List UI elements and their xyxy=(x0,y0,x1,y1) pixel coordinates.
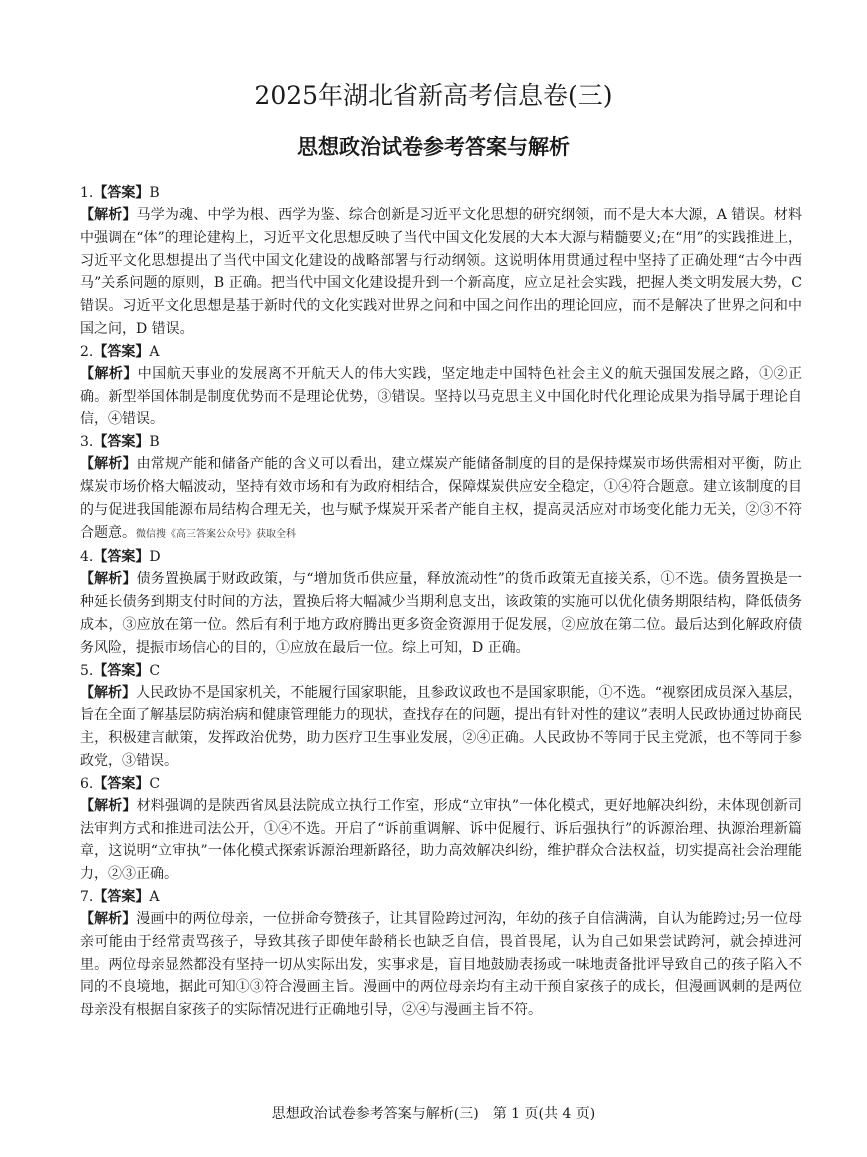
question-block xyxy=(80,182,802,341)
explanation-label: 【解析】 xyxy=(80,684,137,701)
answer-label: 【答案】 xyxy=(93,434,150,451)
answer-value: C xyxy=(149,775,161,792)
answer-line xyxy=(80,431,802,453)
explanation-label: 【解析】 xyxy=(80,910,137,927)
question-number: 3. xyxy=(80,434,94,451)
page-subtitle: 思想政治试卷参考答案与解析 xyxy=(297,135,570,159)
answer-value: B xyxy=(149,434,160,451)
question-number: 2. xyxy=(80,343,94,360)
explanation-paragraph xyxy=(80,682,802,773)
question-number: 4. xyxy=(80,549,94,566)
explanation-paragraph xyxy=(80,204,802,341)
question-number: 6. xyxy=(80,775,94,792)
question-block xyxy=(80,546,802,659)
answer-value: A xyxy=(149,343,160,360)
explanation-text: 马学为魂、中学为根、西学为鉴、综合创新是习近平文化思想的研究纲领，而不是大本大源，A 错误。材料中强调在“体”的理论建构上，习近平文化思想反映了当代中国文化发展的大本大源与精髓要义;在“用”的实践推进上，习近平文化思想提出了当代中国文化建设的战略部署与行动纲领。这说明体用贯通过程中坚持了正确处理“古今中西马”关系问题的原则，B 正确。把当代中国文化建设提升到一个新高度，应立足社会实践，把握人类文明发展大势，C 错误。习近平文化思想是基于新时代的文化实践对世界之问和中国之问作出的理论回应，而不是解决了世界之问和中国之问，D 错误。 xyxy=(80,207,803,337)
answer-label: 【答案】 xyxy=(93,888,150,905)
question-block xyxy=(80,773,802,886)
answer-label: 【答案】 xyxy=(93,549,150,566)
answer-value: A xyxy=(149,888,160,905)
explanation-label: 【解析】 xyxy=(80,365,138,382)
watermark-note: 微信搜《高三答案公众号》获取全科 xyxy=(136,528,296,540)
answer-label: 【答案】 xyxy=(93,775,150,792)
answer-value: D xyxy=(149,549,161,566)
explanation-paragraph xyxy=(80,568,802,659)
question-block xyxy=(80,660,802,773)
explanation-text: 由常规产能和储备产能的含义可以看出，建立煤炭产能储备制度的目的是保持煤炭市场供需相对平衡，防止煤炭市场价格大幅波动，坚持有效市场和有为政府相结合，保障煤炭供应安全稳定，①④符合题意。建立该制度的目的与促进我国能源布局结构合理无关，也与赋予煤炭开采者产能自主权，提高灵活应对市场变化能力无关，②③不符合题意。 xyxy=(80,456,802,541)
explanation-paragraph xyxy=(80,795,802,886)
page-footer: 思想政治试卷参考答案与解析(三) 第 1 页(共 4 页) xyxy=(271,1106,596,1122)
explanation-paragraph xyxy=(80,908,802,1022)
page-title: 2025年湖北省新高考信息卷(三) xyxy=(254,81,613,110)
explanation-text: 债务置换属于财政政策，与“增加货币供应量，释放流动性”的货币政策无直接关系，①不选。债务置换是一种延长债务到期支付时间的方法，置换后将大幅减少当期利息支出，该政策的实施可以优化债务期限结构，降低债务成本，③应放在第一位。然后有利于地方政府腾出更多资金资源用于促发展，②应放在第二位。最后达到化解政府债务风险，提振市场信心的目的，①应放在最后一位。综上可知，D 正确。 xyxy=(80,571,803,656)
question-number: 7. xyxy=(80,888,94,905)
answer-line xyxy=(80,546,802,568)
answer-value: B xyxy=(149,185,160,201)
answer-line xyxy=(80,660,802,682)
answer-line xyxy=(80,773,802,795)
explanation-text: 材料强调的是陕西省凤县法院成立执行工作室，形成“立审执”一体化模式，更好地解决纠纷，未体现创新司法审判方式和推进司法公开，①④不选。开启了“诉前重调解、诉中促履行、诉后强执行”的诉源治理、执源治理新篇章，这说明“立审执”一体化模式探索诉源治理新路径，助力高效解决纠纷，维护群众合法权益，切实提高社会治理能力，②③正确。 xyxy=(80,797,803,883)
explanation-label: 【解析】 xyxy=(80,797,137,814)
explanation-label: 【解析】 xyxy=(80,571,137,588)
answer-label: 【答案】 xyxy=(93,343,150,360)
question-block xyxy=(80,886,802,1022)
question-block xyxy=(80,341,802,431)
explanation-text: 中国航天事业的发展离不开航天人的伟大实践，坚定地走中国特色社会主义的航天强国发展之路，①②正确。新型举国体制是制度优势而不是理论优势，③错误。坚持以马克思主义中国化时代化理论成果为指导属于理论自信，④错误。 xyxy=(80,365,802,428)
explanation-label: 【解析】 xyxy=(80,207,137,223)
answer-value: C xyxy=(149,662,161,679)
answer-list xyxy=(80,182,802,1022)
explanation-paragraph xyxy=(80,453,802,546)
answer-label: 【答案】 xyxy=(93,185,150,201)
explanation-label: 【解析】 xyxy=(80,456,137,473)
answer-line xyxy=(80,182,802,204)
answer-line xyxy=(80,341,802,363)
answer-line xyxy=(80,886,802,908)
question-number: 1. xyxy=(80,185,94,201)
explanation-paragraph xyxy=(80,363,802,431)
question-number: 5. xyxy=(80,662,94,679)
question-block xyxy=(80,431,802,546)
explanation-text: 人民政协不是国家机关，不能履行国家职能，且参政议政也不是国家职能，①不选。“视察团成员深入基层，旨在全面了解基层防病治病和健康管理能力的现状，查找存在的问题，提出有针对性的建议”表明人民政协通过协商民主，积极建言献策，发挥政治优势，助力医疗卫生事业发展，②④正确。人民政协不等同于民主党派，也不等同于参政党，③错误。 xyxy=(80,684,803,769)
answer-label: 【答案】 xyxy=(93,662,150,679)
explanation-text: 漫画中的两位母亲，一位拼命夸赞孩子，让其冒险跨过河沟，年幼的孩子自信满满，自认为能跨过;另一位母亲可能由于经常责骂孩子，导致其孩子即使年龄稍长也缺乏自信，畏首畏尾，认为自己如果尝试跨河，就会掉进河里。两位母亲显然都没有坚持一切从实际出发，实事求是，盲目地鼓励表扬或一味地责备批评导致自己的孩子陷入不同的不良境地，据此可知①③符合漫画主旨。漫画中的两位母亲均有主动干预自家孩子的成长，但漫画讽刺的是两位母亲没有根据自家孩子的实际情况进行正确地引导，②④与漫画主旨不符。 xyxy=(80,910,803,1019)
